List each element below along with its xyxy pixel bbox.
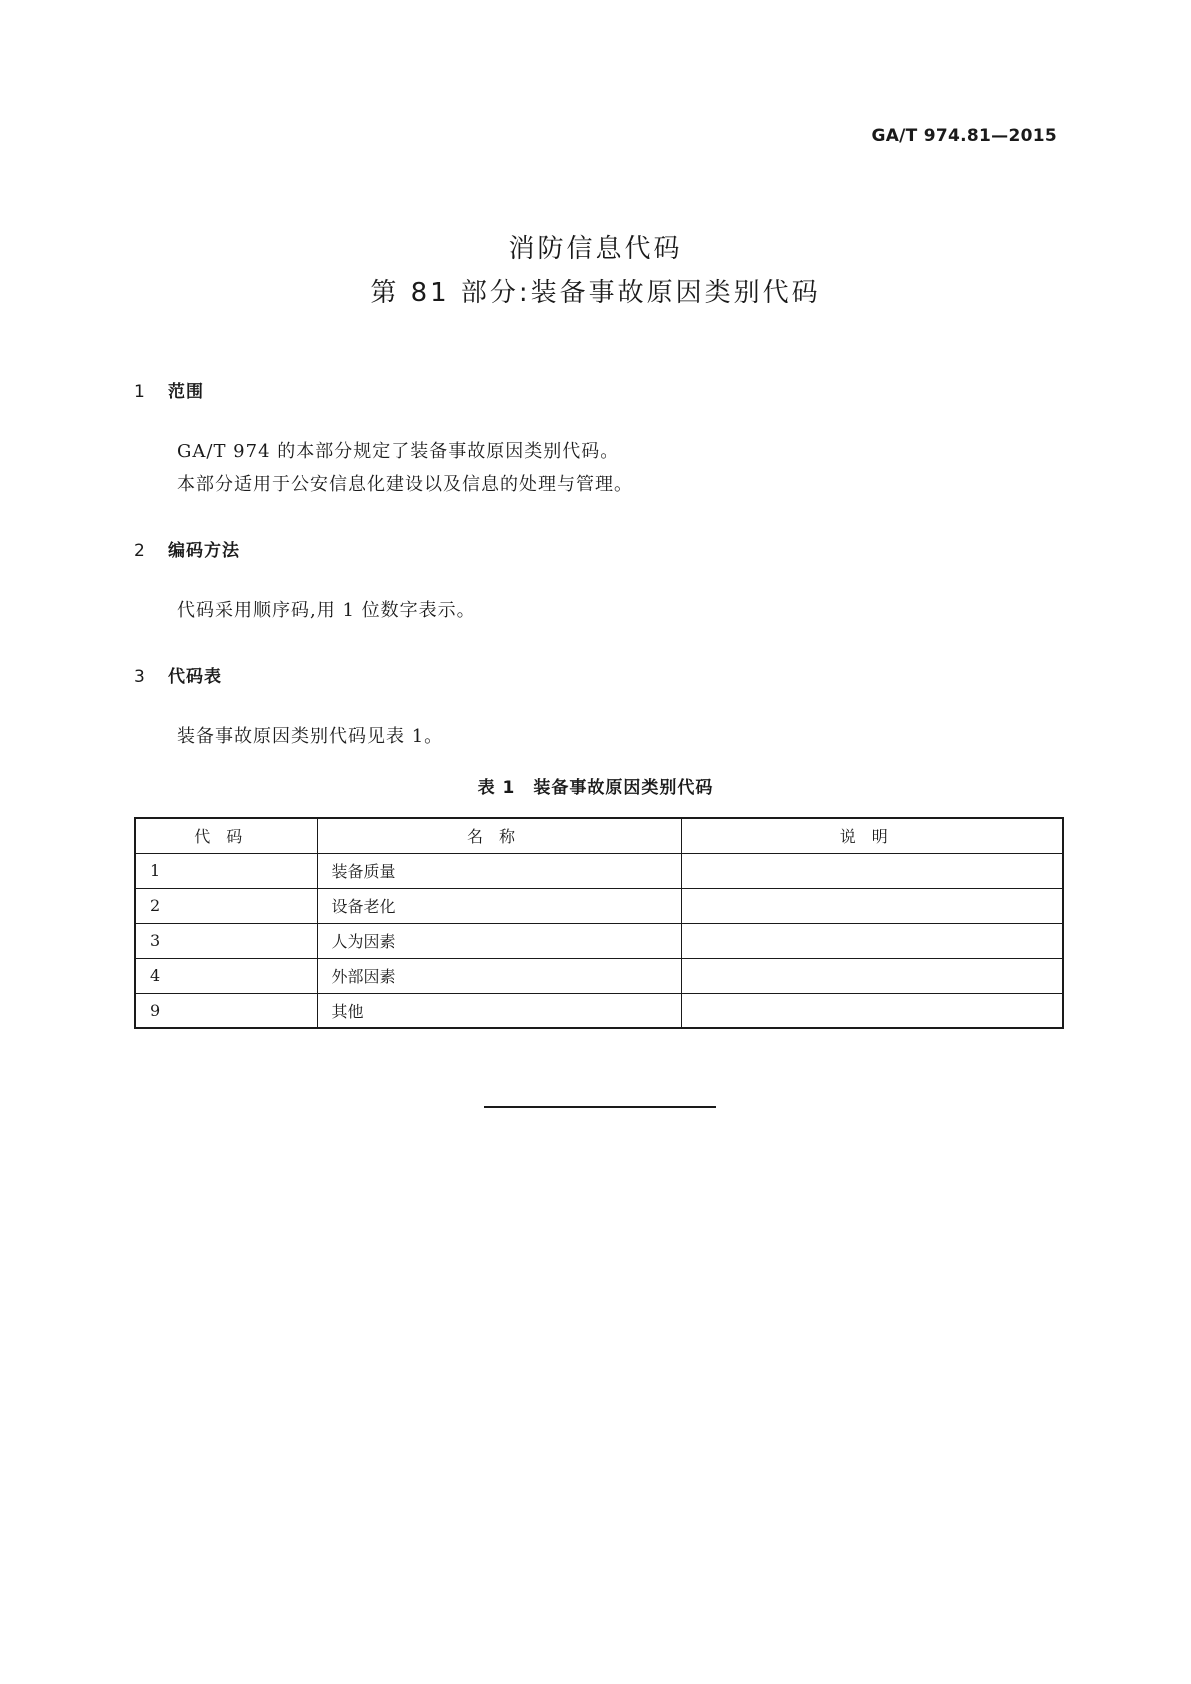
table-row [135, 958, 1063, 993]
section-number: 3 [134, 667, 146, 687]
paragraph: GA/T 974 的本部分规定了装备事故原因类别代码。 [177, 441, 620, 462]
table-row [135, 923, 1063, 958]
code-cell: 4 [135, 958, 317, 993]
paragraph: 本部分适用于公安信息化建设以及信息的处理与管理。 [177, 474, 633, 495]
name-cell: 装备质量 [317, 853, 681, 888]
column-header-name: 名称 [317, 818, 681, 853]
code-cell: 1 [135, 853, 317, 888]
name-cell: 其他 [317, 993, 681, 1028]
note-cell [681, 853, 1063, 888]
note-cell [681, 958, 1063, 993]
code-table [134, 817, 1064, 1029]
section-number: 2 [134, 541, 146, 561]
table-caption: 表 1 装备事故原因类别代码 [477, 778, 714, 798]
end-of-document-rule [484, 1106, 716, 1108]
table-row [135, 853, 1063, 888]
table-header-row [135, 818, 1063, 853]
document-title: 消防信息代码 [508, 234, 683, 264]
paragraph: 装备事故原因类别代码见表 1。 [177, 726, 444, 747]
section-title: 编码方法 [168, 541, 240, 561]
column-header-code: 代码 [135, 818, 317, 853]
standard-code: GA/T 974.81—2015 [871, 126, 1057, 146]
section-heading-code-table [134, 662, 222, 687]
table-row [135, 993, 1063, 1028]
document-subtitle: 第 81 部分:装备事故原因类别代码 [370, 278, 821, 308]
section-heading-scope [134, 377, 204, 402]
note-cell [681, 923, 1063, 958]
section-title: 代码表 [168, 667, 222, 687]
note-cell [681, 888, 1063, 923]
code-cell: 2 [135, 888, 317, 923]
table-row [135, 888, 1063, 923]
paragraph: 代码采用顺序码,用 1 位数字表示。 [177, 600, 476, 621]
column-header-note: 说明 [681, 818, 1063, 853]
section-heading-coding-method [134, 536, 240, 561]
name-cell: 人为因素 [317, 923, 681, 958]
code-cell: 9 [135, 993, 317, 1028]
code-cell: 3 [135, 923, 317, 958]
section-title: 范围 [168, 382, 204, 402]
name-cell: 外部因素 [317, 958, 681, 993]
section-number: 1 [134, 382, 146, 402]
note-cell [681, 993, 1063, 1028]
name-cell: 设备老化 [317, 888, 681, 923]
